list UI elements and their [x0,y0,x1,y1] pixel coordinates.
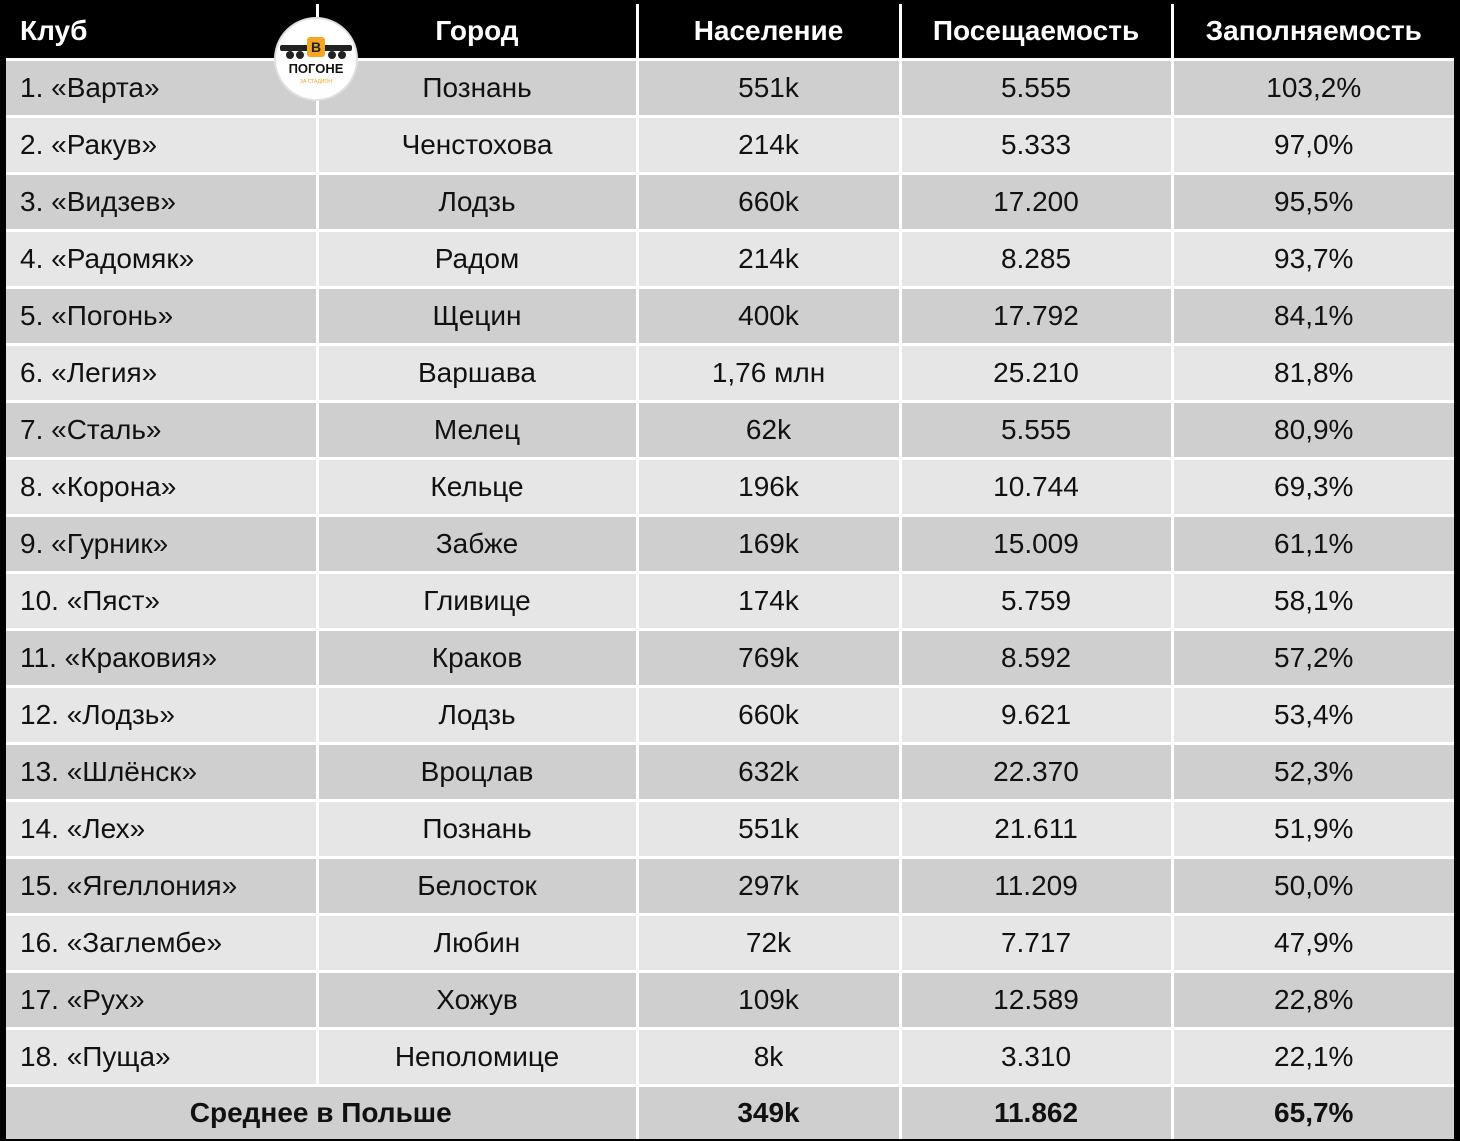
cell-attendance: 12.589 [900,972,1172,1029]
cell-attendance: 9.621 [900,687,1172,744]
cell-fill: 51,9% [1172,801,1454,858]
table-row [6,60,1454,117]
cell-city: Кельце [317,459,637,516]
cell-attendance: 17.200 [900,174,1172,231]
cell-population: 62k [637,402,900,459]
cell-population: 660k [637,174,900,231]
cell-attendance: 10.744 [900,459,1172,516]
cell-city: Вроцлав [317,744,637,801]
cell-population: 632k [637,744,900,801]
cell-population: 214k [637,231,900,288]
cell-population: 169k [637,516,900,573]
stats-table [6,4,1454,1139]
cell-club: 2. «Ракув» [6,117,317,174]
cell-fill: 47,9% [1172,915,1454,972]
cell-population: 1,76 млн [637,345,900,402]
table-row [6,345,1454,402]
table-row [6,174,1454,231]
table-row [6,231,1454,288]
header-attendance: Посещаемость [900,4,1172,60]
cell-club: 12. «Лодзь» [6,687,317,744]
cell-city: Любин [317,915,637,972]
header-population: Население [637,4,900,60]
table-row [6,117,1454,174]
cell-fill: 84,1% [1172,288,1454,345]
cell-attendance: 5.555 [900,60,1172,117]
cell-club: 9. «Гурник» [6,516,317,573]
cell-fill: 50,0% [1172,858,1454,915]
footer-population: 349k [637,1086,900,1140]
cell-club: 11. «Краковия» [6,630,317,687]
cell-fill: 53,4% [1172,687,1454,744]
cell-club: 18. «Пуща» [6,1029,317,1086]
cell-club: 15. «Ягеллония» [6,858,317,915]
cell-fill: 52,3% [1172,744,1454,801]
cell-attendance: 21.611 [900,801,1172,858]
cell-city: Познань [317,60,637,117]
cell-fill: 22,8% [1172,972,1454,1029]
logo-graphic [276,19,356,99]
cell-city: Забже [317,516,637,573]
cell-city: Гливице [317,573,637,630]
cell-attendance: 7.717 [900,915,1172,972]
cell-club: 10. «Пяст» [6,573,317,630]
cell-fill: 57,2% [1172,630,1454,687]
cell-attendance: 22.370 [900,744,1172,801]
table-row [6,687,1454,744]
cell-fill: 58,1% [1172,573,1454,630]
cell-fill: 95,5% [1172,174,1454,231]
logo-main-text: ПОГОНЕ [288,61,344,76]
cell-attendance: 25.210 [900,345,1172,402]
logo-sub-text: ЗА СТАДИОН [299,79,333,85]
cell-city: Лодзь [317,687,637,744]
cell-population: 551k [637,60,900,117]
cell-city: Познань [317,801,637,858]
cell-fill: 61,1% [1172,516,1454,573]
cell-city: Хожув [317,972,637,1029]
header-club: Клуб [6,4,317,60]
cell-club: 14. «Лех» [6,801,317,858]
cell-club: 13. «Шлёнск» [6,744,317,801]
cell-population: 72k [637,915,900,972]
cell-attendance: 15.009 [900,516,1172,573]
cell-city: Белосток [317,858,637,915]
cell-attendance: 17.792 [900,288,1172,345]
cell-club: 8. «Корона» [6,459,317,516]
cell-population: 109k [637,972,900,1029]
cell-fill: 69,3% [1172,459,1454,516]
footer-attendance: 11.862 [900,1086,1172,1140]
cell-fill: 97,0% [1172,117,1454,174]
cell-club: 7. «Сталь» [6,402,317,459]
cell-club: 1. «Варта» [6,60,317,117]
cell-population: 400k [637,288,900,345]
table-row [6,459,1454,516]
cell-club: 4. «Радомяк» [6,231,317,288]
v-pogone-logo [274,17,358,101]
cell-city: Лодзь [317,174,637,231]
cell-attendance: 8.285 [900,231,1172,288]
cell-population: 174k [637,573,900,630]
table-row [6,915,1454,972]
table-row [6,1029,1454,1086]
table-row [6,630,1454,687]
cell-city: Мелец [317,402,637,459]
cell-city: Варшава [317,345,637,402]
cell-club: 16. «Заглембе» [6,915,317,972]
cell-fill: 80,9% [1172,402,1454,459]
cell-attendance: 3.310 [900,1029,1172,1086]
cell-attendance: 5.333 [900,117,1172,174]
cell-fill: 81,8% [1172,345,1454,402]
footer-fill: 65,7% [1172,1086,1454,1140]
logo-top-letter: В [310,39,322,55]
cell-attendance: 5.759 [900,573,1172,630]
cell-city: Краков [317,630,637,687]
cell-population: 196k [637,459,900,516]
table-row [6,288,1454,345]
cell-club: 17. «Рух» [6,972,317,1029]
cell-attendance: 11.209 [900,858,1172,915]
cell-population: 769k [637,630,900,687]
cell-city: Неполомице [317,1029,637,1086]
cell-population: 214k [637,117,900,174]
cell-attendance: 8.592 [900,630,1172,687]
cell-population: 297k [637,858,900,915]
table-row [6,573,1454,630]
footer-label: Среднее в Польше [6,1086,637,1140]
cell-city: Радом [317,231,637,288]
cell-population: 8k [637,1029,900,1086]
table-row [6,972,1454,1029]
table-row [6,744,1454,801]
cell-fill: 93,7% [1172,231,1454,288]
cell-club: 6. «Легия» [6,345,317,402]
table-row [6,516,1454,573]
table-row [6,402,1454,459]
cell-club: 5. «Погонь» [6,288,317,345]
cell-population: 660k [637,687,900,744]
footer-row [6,1086,1454,1140]
cell-city: Ченстохова [317,117,637,174]
table-row [6,858,1454,915]
header-fill: Заполняемость [1172,4,1454,60]
cell-attendance: 5.555 [900,402,1172,459]
header-city: Город [317,4,637,60]
cell-fill: 22,1% [1172,1029,1454,1086]
header-row [6,4,1454,60]
cell-fill: 103,2% [1172,60,1454,117]
cell-city: Щецин [317,288,637,345]
cell-club: 3. «Видзев» [6,174,317,231]
cell-population: 551k [637,801,900,858]
table-row [6,801,1454,858]
